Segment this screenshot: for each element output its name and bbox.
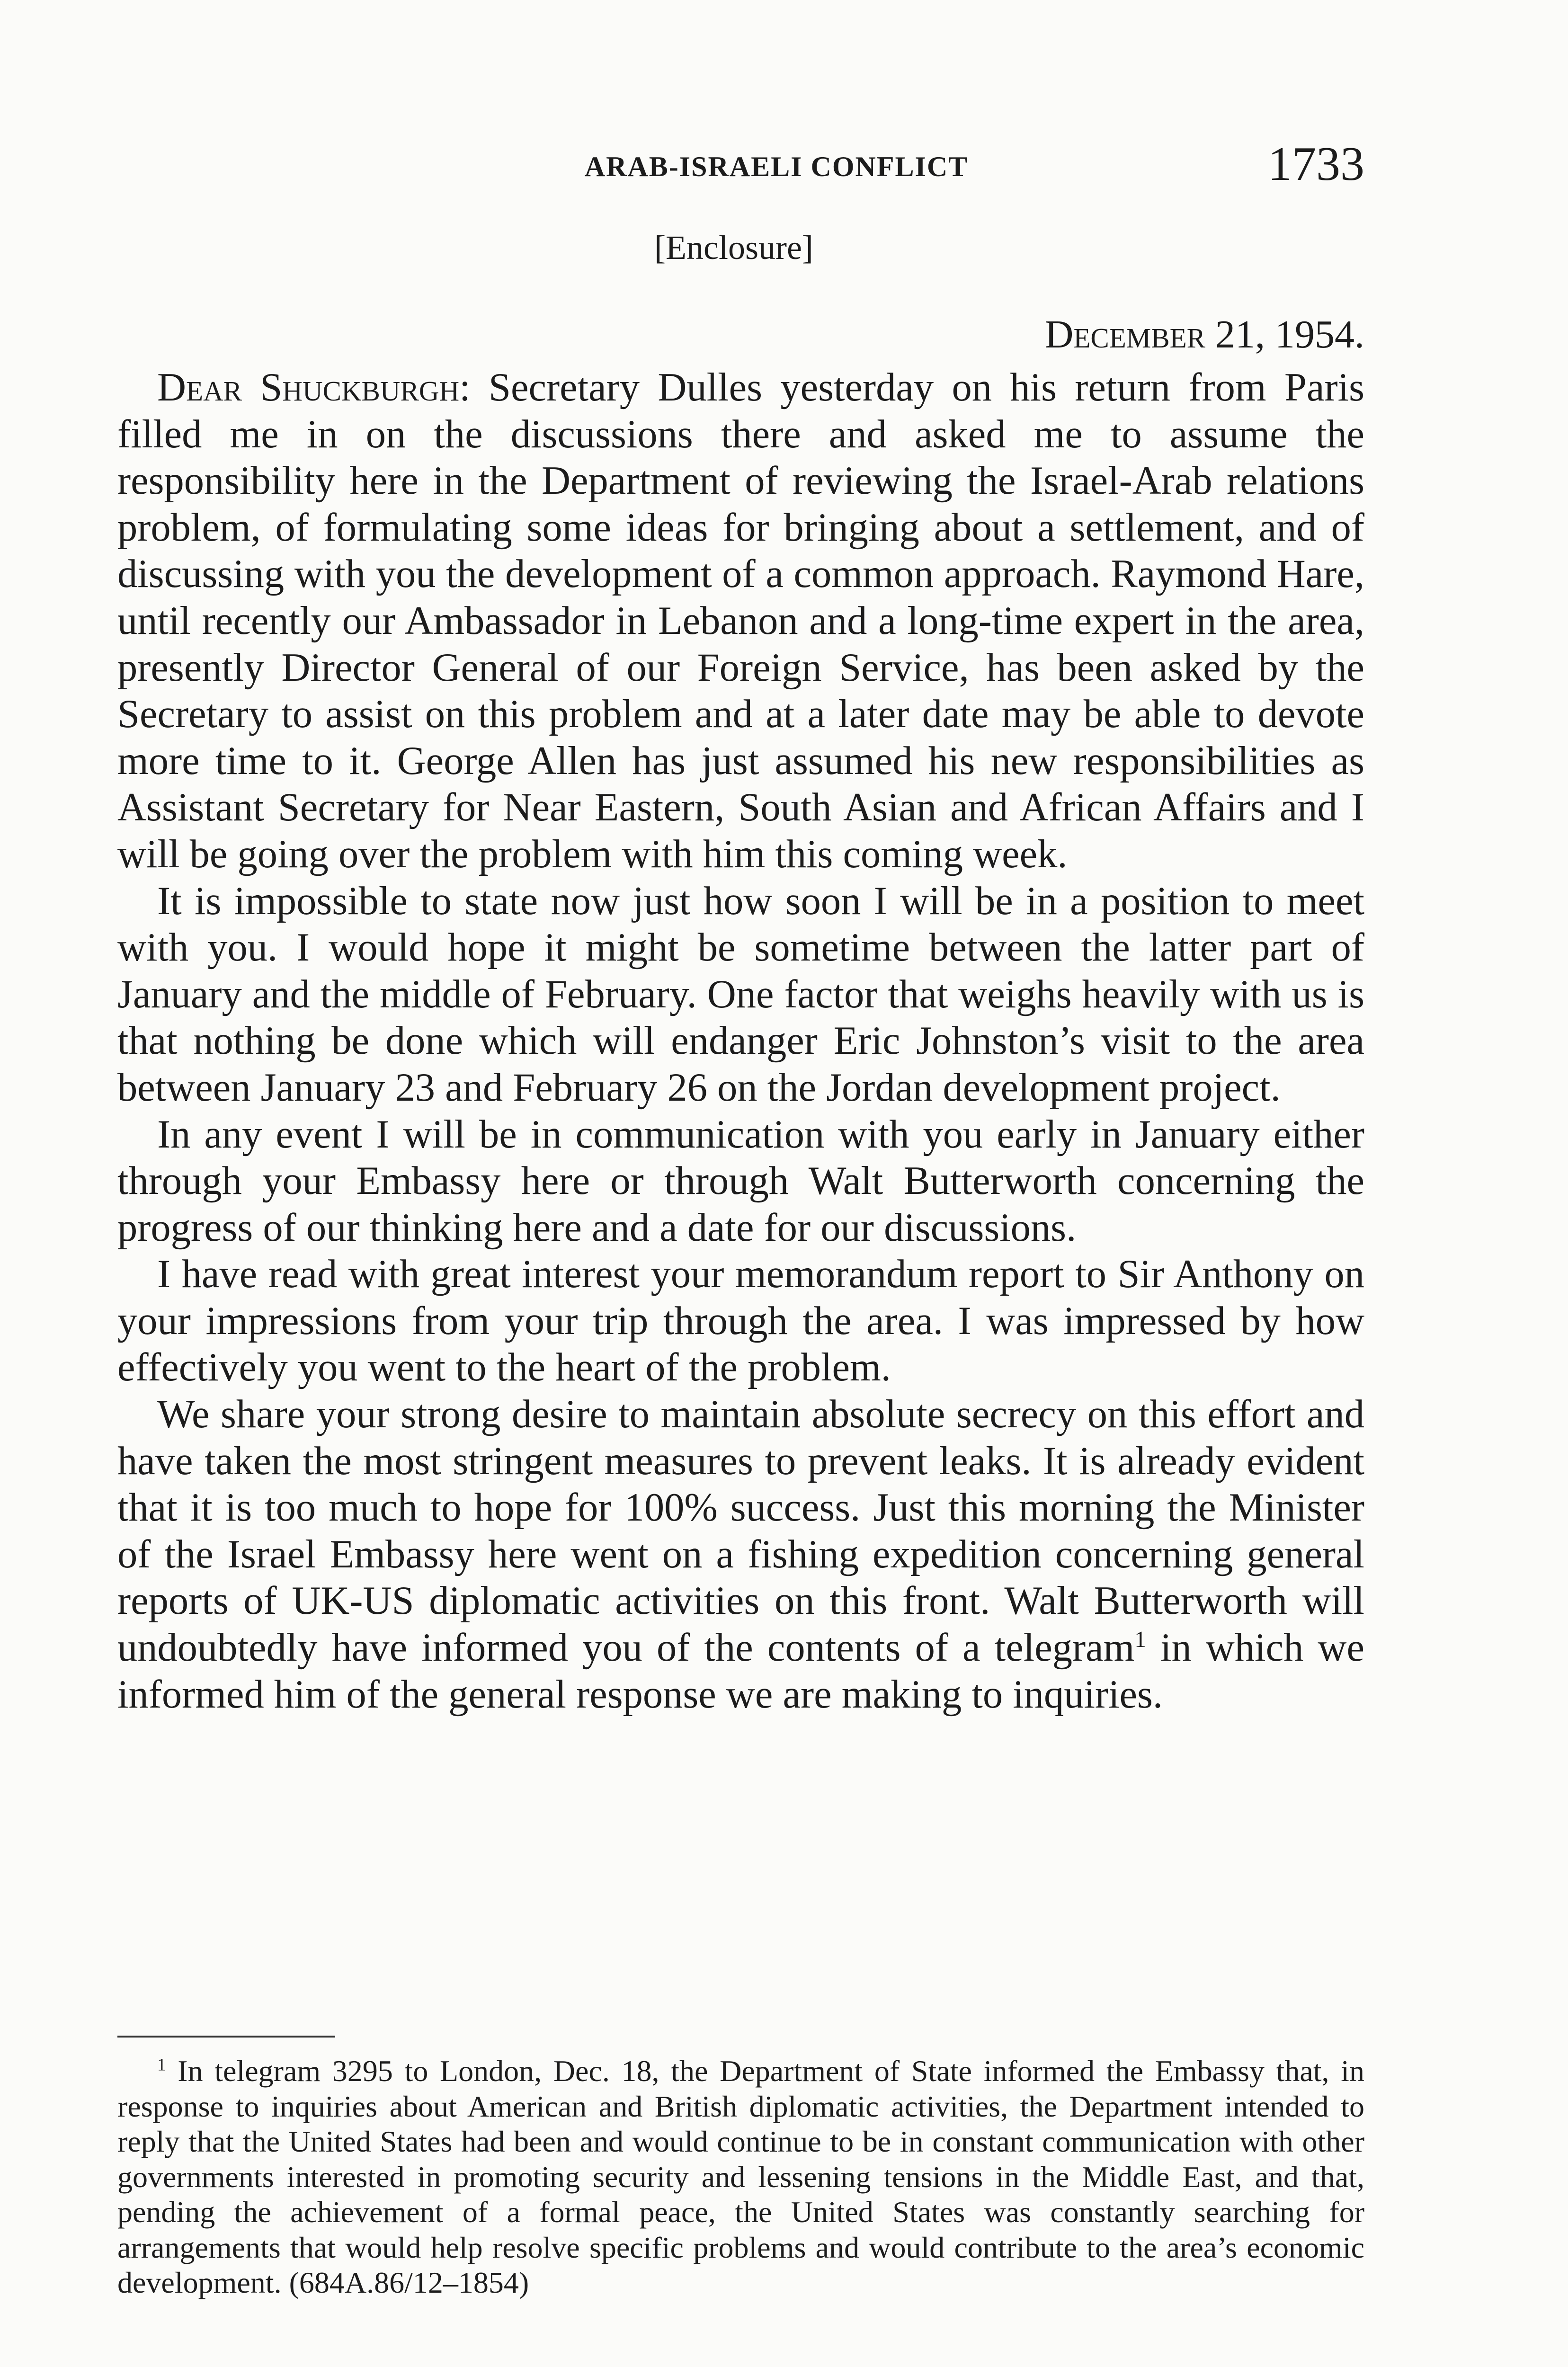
paragraph-5 xyxy=(117,1391,1364,1718)
footnote-number: 1 xyxy=(157,2055,166,2075)
footnote-divider xyxy=(117,2036,335,2038)
salutation: Dear Shuckburgh: xyxy=(157,365,471,409)
paragraph-5-text-b: in which we informed him of the general response we are making to inquiries. xyxy=(117,1626,1364,1717)
paragraph-3: In any event I will be in communication with you early in January either through your Embassy here or through Walt Butterworth concerning the progress of our thinking here and a date for our discussions. xyxy=(117,1112,1364,1250)
paragraph-1-text: Secretary Dulles yesterday on his return from Paris filled me in on the discussions there and asked me to assume the responsibility here in the Department of reviewing the Israel-Arab relations problem, of formulating some ideas for bringing about a settlement, and of discussing with you the development of a common approach. Raymond Hare, until recently our Ambassador in Lebanon and a long-time expert in the area, presently Director General of our Foreign Service, has been asked by the Secretary to assist on this problem and at a later date may be able to devote more time to it. George Allen has just assumed his new responsibilities as Assistant Secretary for Near Eastern, South Asian and African Affairs and I will be going over the problem with him this coming week. xyxy=(117,365,1365,876)
letter-date: December 21, 1954. xyxy=(1044,312,1364,356)
footnote-text: In telegram 3295 to London, Dec. 18, the Department of State informed the Embassy that, in response to inquiries about American and British diplomatic activities, the Department intended to reply that the United States had been and would continue to be in constant communication with other governments interested in promoting security and lessening tensions in the Middle East, and that, pending the achievement of a formal peace, the United States was constantly searching for arrangements that would help resolve specific problems and would contribute to the area’s economic development. (684A.86/12–1854) xyxy=(117,2054,1364,2299)
paragraph-4: I have read with great interest your memorandum report to Sir Anthony on your impressions from your trip through the area. I was impressed by how effectively you went to the heart of the problem. xyxy=(117,1252,1364,1390)
page-number: 1733 xyxy=(1268,137,1364,191)
running-head: ARAB-ISRAELI CONFLICT xyxy=(584,151,969,182)
paragraph-1 xyxy=(117,365,1364,878)
footnote xyxy=(117,2054,1364,2301)
footnote-paragraph xyxy=(117,2054,1364,2301)
letter-body xyxy=(117,365,1364,1718)
enclosure-label: [Enclosure] xyxy=(654,229,813,267)
paragraph-2: It is impossible to state now just how soon I will be in a position to meet with you. I would hope it might be sometime between the latter part of January and the middle of February. One factor that weighs heavily with us is that nothing be done which will endanger Eric Johnston’s visit to the area between January 23 and February 26 on the Jordan development project. xyxy=(117,879,1364,1110)
footnote-reference[interactable]: 1 xyxy=(1134,1626,1146,1652)
paragraph-5-text-a: We share your strong desire to maintain absolute secrecy on this effort and have taken the most stringent measures to prevent leaks. It is already evident that it is too much to hope for 100% success. Just this morning the Minister of the Israel Embassy here went on a fishing expedition concerning general reports of UK-US diplomatic activities on this front. Walt Butterworth will undoubtedly have informed you of the contents of a telegram xyxy=(117,1392,1364,1670)
